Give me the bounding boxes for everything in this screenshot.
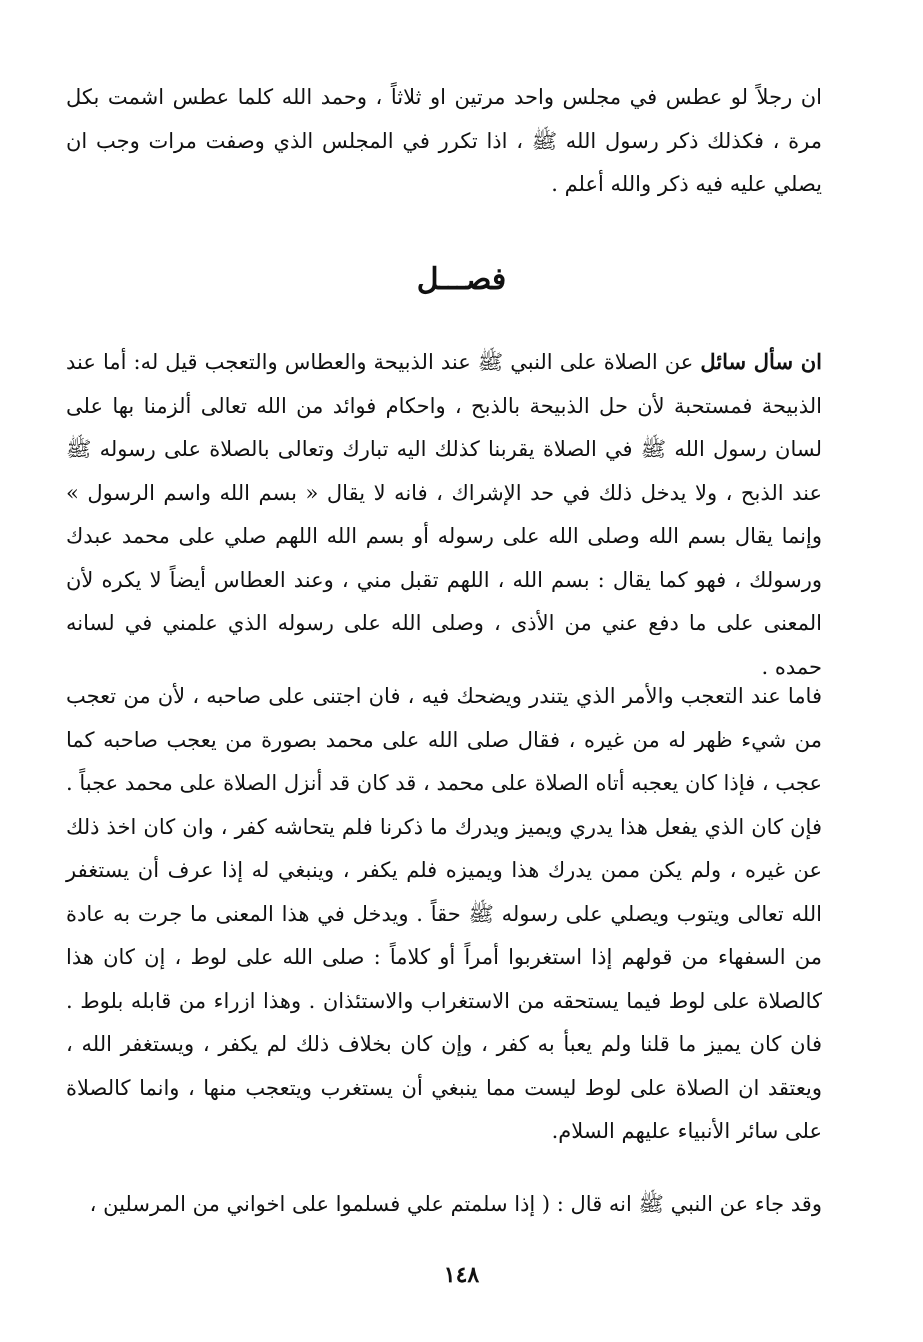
paragraph-lead: ان سأل سائل (700, 349, 823, 374)
paragraph-body: عن الصلاة على النبي ﷺ عند الذبيحة والعطاس والتعجب قيل له: أما عند الذبيحة فمستحبة لأن حل الذبيحة بالذبح ، واحكام فوائد من الله تعالى ألزمنا بها على لسان رسول الله ﷺ في الصلاة يقربنا كذلك اليه تبارك وتعالى بالصلاة على رسوله ﷺ عند الذبح ، ولا يدخل ذلك في حد الإشراك ، فانه لا يقال « بسم الله واسم الرسول » وإنما يقال بسم الله وصلى الله على رسوله أو بسم الله اللهم صلي على محمد عبدك ورسولك ، فهو كما يقال : بسم الله ، اللهم تقبل مني ، وعند العطاس أيضاً لا يكره لأن المعنى على ما دفع عني من الأذى ، وصلى الله على رسوله الذي علمني في لسانه حمده . (66, 350, 822, 679)
section-heading: فصـــل (416, 262, 507, 297)
paragraph-text: وقد جاء عن النبي ﷺ انه قال : ( إذا سلمتم علي فسلموا على اخواني من المرسلين ، (89, 1192, 822, 1216)
paragraph-text: فاما عند التعجب والأمر الذي يتندر ويضحك فيه ، فان اجتنى على صاحبه ، لأن من تعجب من شيء ظهر له من غيره ، فقال صلى الله على محمد بصورة من يعجب صاحبه كما عجب ، فإذا كان يعجبه أتاه الصلاة على محمد ، قد كان قد أنزل الصلاة على محمد عجباً . فإن كان الذي يفعل هذا يدري ويميز ويدرك ما ذكرنا فلم يتحاشه كفر ، وان كان اخذ ذلك عن غيره ، ولم يكن ممن يدرك هذا ويميزه فلم يكفر ، وينبغي له إذا عرف أن يستغفر الله تعالى ويتوب ويصلي على رسوله ﷺ حقاً . ويدخل في هذا المعنى ما جرت به عادة من السفهاء من قولهم إذا استغربوا أمراً أو كلاماً : صلى الله على لوط ، إن كان هذا كالصلاة على لوط فيما يستحقه من الاستغراب والاستئذان . وهذا ازراء من قابله بلوط . فان كان يميز ما قلنا ولم يعبأ به كفر ، وإن كان بخلاف ذلك لم يكفر ، ويستغفر الله ، ويعتقد ان الصلاة على لوط ليست مما ينبغي أن يستغرب ويتعجب منها ، وانما كالصلاة على سائر الأنبياء عليهم السلام. (66, 684, 822, 1143)
page-number: ١٤٨ (443, 1262, 480, 1288)
paragraph-text (66, 340, 822, 689)
paragraph-hadith (66, 1183, 822, 1227)
paragraph-astonishment (66, 675, 822, 1154)
paragraph-text: ان رجلاً لو عطس في مجلس واحد مرتين او ثلاثاً ، وحمد الله كلما عطس اشمت بكل مرة ، فكذلك ذكر رسول الله ﷺ ، اذا تكرر في المجلس الذي وصفت مرات وجب ان يصلي عليه فيه ذكر والله أعلم . (66, 85, 822, 196)
paragraph-question (66, 340, 822, 689)
paragraph-opening (66, 76, 822, 207)
